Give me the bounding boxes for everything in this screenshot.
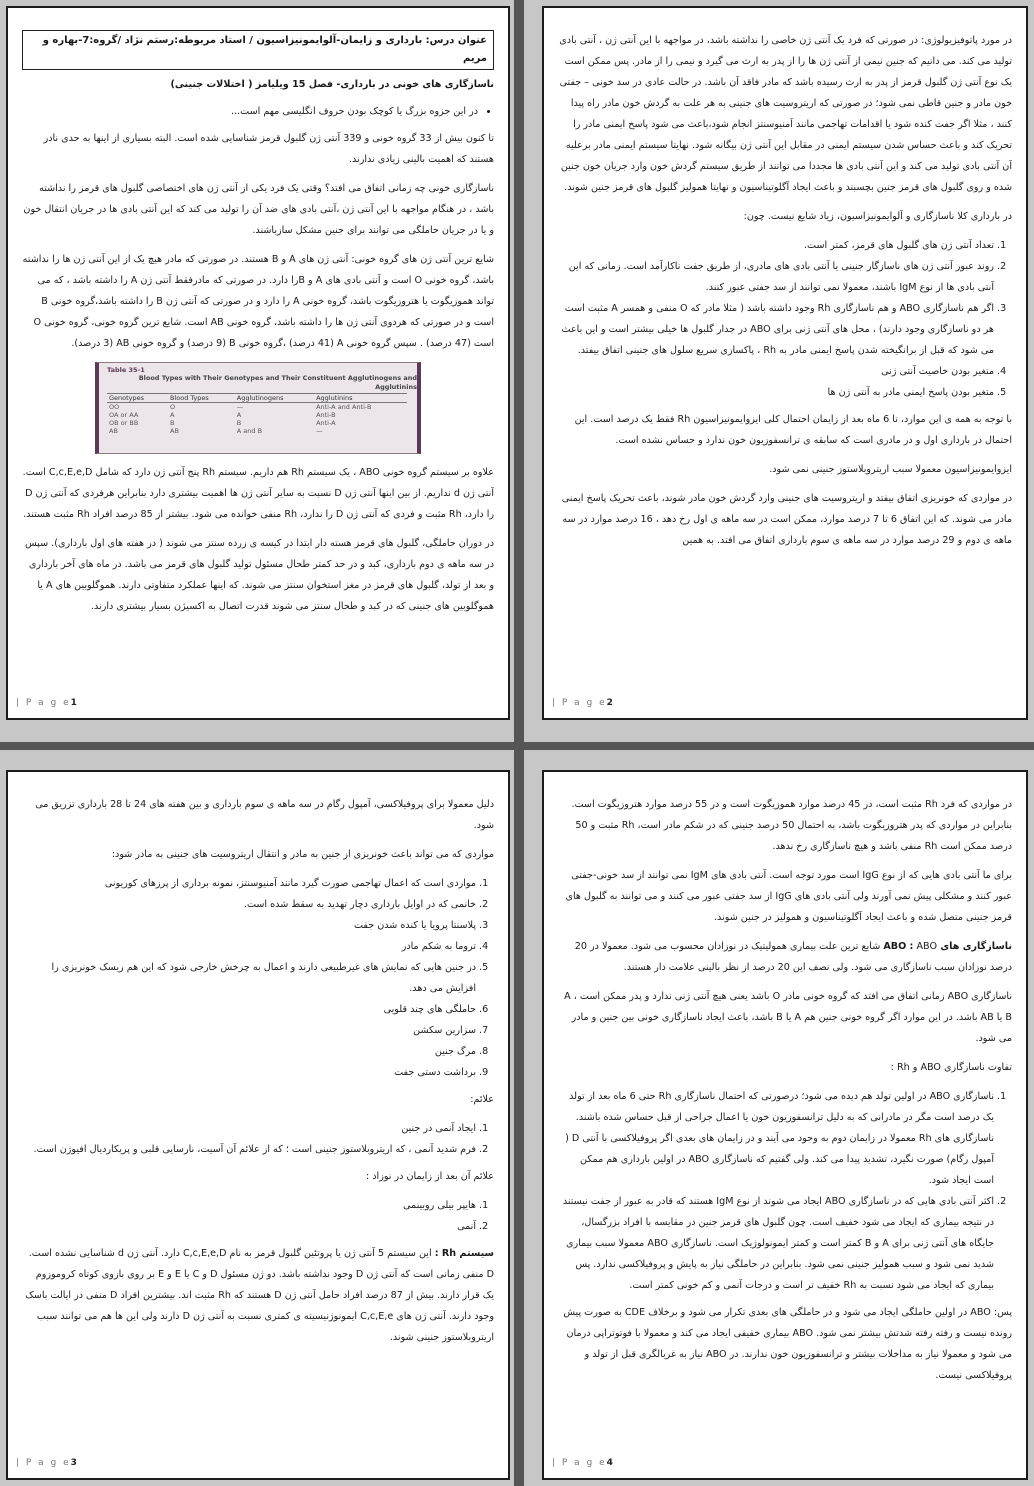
list-item: 4. تروما به شکم مادر — [22, 936, 476, 957]
page-number: 1 — [70, 698, 77, 708]
table-cell: O — [170, 403, 176, 411]
page-footer — [16, 698, 77, 708]
page-footer — [552, 1458, 613, 1468]
table-cell: Anti-A — [316, 419, 336, 427]
list-item: 1. تعداد آنتی ژن های گلبول های قرمز، کمتر است. — [558, 235, 994, 256]
page-3 — [6, 770, 510, 1480]
list-item: 4. متغیر بودن خاصیت آنتی ژنی — [558, 361, 994, 382]
list-item: 5. در جنین هایی که نمایش های غیرطبیعی دارند و اعمال به چرخش خارجی شود که این هم ریسک خونریزی را افزایش می دهد. — [22, 957, 476, 999]
list-item: 1. ناسازگاری ABO در اولین تولد هم دیده می شود؛ درصورتی که احتمال ناسازگاری Rh حتی 6 ماه بعد از تولد یک درصد است مگر در مادرانی که به دلیل ترانسفوزیون خون یا اعمال جراحی از قبل حساس شده باشند. ناسازگاری های Rh معمولا در زایمان دوم به وجود می آیند و در زایمان های بعدی اگر پروفیلاکسی با آنتی D ( آمپول رگام) صورت نگیرد، تشدید پیدا می کند. ولی گفتیم که ناسازگاری ABO در اولین بارداری هم ممکن است ایجاد شود. — [558, 1086, 994, 1191]
paragraph: شایع ترین آنتی ژن های گروه خونی: آنتی ژن های A و B هستند. در صورتی که مادر هیچ یک از این آنتی ژن ها را نداشته باشد، گروه خونی O است و آنتی بادی های A و Bرا دارد. در صورتی که مادرفقط آنتی ژن A را داشته باشد ، که می تواند هموزیگوت یا هتروزیگوت باشد، گروه خونی A را دارد و در صورتی که آنتی ژن B را داشته باشد،گروه خونی B است و در صورتی که هردوی آنتی ژن ها را داشته باشد، گروه خونی AB است. شایع ترین گروه خونی، گروه خونی O است (47 درصد) . سپس گروه خونی A (41 درصد) ،گروه خونی B (9 درصد) و گروه خونی AB (3 درصد). — [22, 254, 494, 349]
signs-list — [22, 1118, 494, 1160]
rh-text: این سیستم 5 آنتی ژن یا پروتئین گلبول قرمز به نام C,c,E,e,D دارد. آنتی ژن d شناسایی نشده است. D منفی زمانی است که آنتی ژن D وجود نداشته باشد. دو ژن مسئول D و C یا E و E بر روی بازوی کوتاه کروموزوم یک قرار دارند. بیش از 87 درصد افراد حامل آنتی ژن D هستند که Rh مثبت اند. بیشترین افراد D منفی در ایالت باسک وجود دارند. آنتی ژن های C,c,E,e ایمونوژنیسیته ی کمتری نسبت به آنتی ژن D دارند ولی این ها هم می توانند سبب اریتروبلاستوز جنینی شوند. — [25, 1248, 494, 1343]
numbered-list — [558, 1086, 1012, 1296]
paragraph: علاوه بر سیستم گروه خونی ABO ، یک سیستم Rh هم داریم. سیستم Rh پنج آنتی ژن دارد که شامل C,c,E,e,D است. آنتی ژن d نداریم. از بین اینها آنتی ژن D نسبت به سایر آنتی ژن ها اهمیت بیشتری دارد بنابراین هرفردی که آنتی ژن D را دارد، Rh مثبت و فردی که آنتی ژن D را ندارد، Rh منفی خوانده می شود. بیشتر از 85 درصد افراد Rh مثبت هستند. — [22, 467, 494, 520]
list-item: 2. اکثر آنتی بادی هایی که در ناسازگاری ABO ایجاد می شوند از نوع IgM هستند که قادر به عبور از جفت نیستند در نتیجه بیماری که ایجاد می شود خفیف است. چون گلبول های قرمز جنین در مقایسه با افراد بزرگسال، جایگاه های آنتی ژنی برای A و B کمتر است و کمتر ایمونولوژیک است. ناسازگاری ABO معمولا سبب بیماری شدید نمی شود و سبب همولیز جنینی نمی شود. بنابراین در حاملگی نیاز به پایش و پروفیلاکسی ندارد. پس بیماری که ایجاد می شود نسبت به Rh خفیف تر است و درجات آنمی و کم خونی کمتر است. — [558, 1191, 994, 1296]
page-footer — [16, 1458, 77, 1468]
table-cell: AB — [109, 427, 118, 435]
list-item: 8. مرگ جنین — [22, 1041, 476, 1062]
paragraph: تا کنون بیش از 33 گروه خونی و 339 آنتی ژن گلبول قرمز شناسایی شده است. البته بسیاری از اینها به حدی نادر هستند که اهمیت بالینی زیادی ندارند. — [43, 133, 494, 165]
page-number: 3 — [70, 1458, 77, 1468]
chapter-subtitle: ناسازگاری های خونی در بارداری- فصل 15 ویلیامز ( اختلالات جنینی) — [170, 79, 494, 90]
page-1 — [6, 6, 510, 720]
table-cell: OB or BB — [109, 419, 139, 427]
list-item: 1. ایجاد آنمی در جنین — [22, 1118, 476, 1139]
paragraph: در دوران حاملگی، گلبول های قرمز هسته دار ابتدا در کیسه ی زرده سنتز می شوند ( در هفته های اول بارداری). سپس در سه ماهه ی دوم بارداری، کبد و در حد کمتر طحال مسئول تولید گلبول های قرمز می باشد. در ماه های آخر بارداری و بعد از تولد، گلبول های قرمز در مغز استخوان سنتز می شوند. که اینها عملکرد متفاوتی دارند. هموگلوبین های A یا هموگلوبین های جنینی که در کبد و طحال سنتز می شوند قدرت اتصال به اکسیژن بسیار بیشتری دارند. — [24, 538, 494, 612]
page-3-content — [22, 794, 494, 1448]
table-row — [107, 427, 407, 435]
list-item: 2. آنمی — [22, 1216, 476, 1237]
paragraph: در بارداری کلا ناسازگاری و آلوایمونیزاسیون، زیاد شایع نیست. چون: — [743, 211, 1012, 222]
paragraph: در مورد پاتوفیزیولوژی: در صورتی که فرد یک آنتی ژن خاصی را نداشته باشد، در مواجهه با این آنتی ژن ، آنتی بادی تولید می کند. می دانیم که جنین نیمی از آنتی ژن ها را از پدر به ارث می گیرد و نیمی را از مادر. پس ممکن است یک نوع آنتی ژن گلبول قرمز از پدر به ارث رسیده باشد که مادر فاقد آن باشد. در حالت عادی در سد خونی – جفتی خون مادر و جنین قاطی نمی شود؛ در صورتی که اریتروسیت های جنینی به هر علت به گردش خون مادر راه پیدا کنند ، مثلا اگر جفت کنده شود یا اقدامات تهاجمی مانند آمنیوسنتز انجام شود،باعث می شود پاسخ ایمنی مادر را تحریک کند و باعث حساس شدن سیستم ایمنی در مقابل این آنتی ژن بیگانه شود. نهایتا سیستم ایمنی مادر برعلیه آن آنتی بادی تولید می کند و این آنتی بادی ها مجددا می توانند از طریق سیستم گردش خون وارد جریان خون جنین شده و روی گلبول های قرمز جنین بچسبند و باعث ایجاد آگلوتیناسیون و نهایتا همولیز گلبول های قرمز جنین شوند. — [559, 35, 1012, 193]
numbered-list — [22, 873, 494, 1083]
table-row — [107, 419, 407, 427]
paragraph: پس: ABO در اولین حاملگی ایجاد می شود و در حاملگی های بعدی تکرار می شود و برخلاف CDE به صورت پیش رونده نیست و رفته رفته شدتش بیشتر نمی شود. ABO بیماری خفیفی ایجاد می کند و معمولا با فوتوتراپی درمان می شود و معمولا نیاز به مداخلات بیشتر و ترانسفوزیون خون ندارند. در ABO نیاز به غربالگری قبل از تولد و پروفیلاکسی نیست. — [563, 1307, 1012, 1381]
page-label: | P a g e — [552, 1458, 607, 1468]
paragraph: ایزوایمونیزاسیون معمولا سبب اریتروبلاستوز جنینی نمی شود. — [769, 464, 1012, 475]
table-header: Agglutinogens — [235, 394, 314, 403]
abo-text: ABO شایع ترین علت بیماری همولیتیک در نوزادان محسوب می شود. معمولا در 20 درصد نوزادان سبب ناسازگاری می شود. ولی نصف این 20 درصد از نظر بالینی علامت دار هستند. — [574, 941, 1012, 973]
table-cell: Anti-B — [316, 411, 336, 419]
note-list — [22, 101, 494, 122]
paragraph — [558, 936, 1012, 978]
blood-type-table — [107, 393, 407, 435]
table-figure-caption: Blood Types with Their Genotypes and Their Constituent Agglutinogens and Agglutinins — [138, 374, 417, 391]
page-label: | P a g e — [16, 1458, 71, 1468]
list-item: 2. روند عبور آنتی ژن های ناسازگار جنینی یا آنتی بادی های مادری، از طریق جفت ناکارآمد است. زمانی که این آنتی بادی ها از نوع IgM باشند، معمولا نمی توانند از سد جفتی عبور کنند. — [558, 256, 994, 298]
table-row — [107, 411, 407, 419]
table-header: Agglutinins — [314, 394, 407, 403]
table-cell: B — [170, 419, 175, 427]
list-item: 9. برداشت دستی جفت — [22, 1062, 476, 1083]
abo-heading: ناسازگاری های ABO : — [883, 941, 1012, 952]
list-item: 7. سزارین سکشن — [22, 1020, 476, 1041]
lecture-title: عنوان درس: بارداری و زایمان-آلوایمونیزاسیون / استاد مربوطه:رستم نژاد /گروه:7-بهاره و مریم — [22, 30, 494, 70]
page-4-content — [558, 794, 1012, 1448]
horizontal-page-separator — [0, 742, 1034, 750]
page-number: 2 — [606, 698, 613, 708]
table-cell: OA or AA — [109, 411, 139, 419]
blood-type-table-image — [95, 362, 421, 454]
table-cell: B — [236, 419, 242, 427]
page-label: | P a g e — [552, 698, 607, 708]
list-item: 3. اگر هم ناسازگاری ABO و هم ناسازگاری Rh وجود داشته باشد ( مثلا مادر که O منفی و همسر A مثبت است هر دو ناسازگاری وجود دارند) ، محل های آنتی ژنی برای ABO در جدار گلبول ها خیلی بیشتر است و این باعث می شود که قبل از برانگیخته شدن پاسخ ایمنی مادر به Rh ، پاکسازی سریع سلول های جنینی اتفاق بیفتد. — [558, 298, 994, 361]
paragraph: ناسازگاری ABO زمانی اتفاق می افتد که گروه خونی مادر O باشد یعنی هیچ آنتی ژنی ندارد و پدر ممکن است A ، B یا AB باشد. در این موارد اگر گروه خونی جنین هم A یا B باشد، باعث ایجاد ناسازگاری خونی بین جنین و مادر می شود. — [564, 991, 1012, 1044]
page-number: 4 — [606, 1458, 613, 1468]
page-label: | P a g e — [16, 698, 71, 708]
table-cell: — — [316, 427, 323, 435]
list-item: 1. هایپر بیلی روبینمی — [22, 1195, 476, 1216]
table-row — [107, 403, 407, 412]
signs-heading: علائم: — [470, 1094, 494, 1105]
table-header: Genotypes — [107, 394, 168, 403]
paragraph: دلیل معمولا برای پروفیلاکسی، آمپول رگام در سه ماهه ی سوم بارداری و بین هفته های 24 تا 28 بارداری تزریق می شود. — [35, 799, 494, 831]
list-item: 2. خانمی که در اوایل بارداری دچار تهدید به سقط شده است. — [22, 894, 476, 915]
differences-heading: تفاوت ناسازگاری ABO و Rh : — [890, 1062, 1012, 1073]
paragraph: ناسازگاری خونی چه زمانی اتفاق می افتد؟ وقتی یک فرد یکی از آنتی ژن های اختصاصی گلبول های قرمز را نداشته باشد ، در هنگام مواجهه با این آنتی ژن ،آنتی بادی های ضد آن را تولید می کند که این آنتی بادی ها در جریان انتقال خون و یا در جریان حاملگی می توانند برای جنین مشکل سازباشند. — [23, 183, 494, 236]
table-cell: — — [236, 403, 244, 411]
page-2-content — [558, 30, 1012, 688]
paragraph: مواردی که می تواند باعث خونریزی از جنین به مادر و انتقال اریتروسیت های جنینی به مادر شود: — [111, 849, 494, 860]
paragraph: در مواردی که خونریزی اتفاق بیفتد و اریتروسیت های جنینی وارد گردش خون مادر شوند، باعث تحریک پاسخ ایمنی مادر می شوند. که این اتفاق 6 تا 7 درصد موارد، ممکن است در سه ماهه ی اول رخ دهد ، 16 درصد موارد در سه ماهه ی دوم و 29 درصد موارد در سه ماهه ی سوم بارداری اتفاق می افتد. به همین — [561, 493, 1012, 546]
postnatal-heading: علائم آن بعد از زایمان در نوزاد : — [365, 1171, 494, 1182]
page-2 — [542, 6, 1028, 720]
list-item: 5. متغیر بودن پاسخ ایمنی مادر به آنتی ژن ها — [558, 382, 994, 403]
list-item: 2. فرم شدید آنمی ، که اریتروبلاستوز جنینی است ؛ که از علائم آن آسیت، نارسایی قلبی و پریکاردیال افیوژن است. — [22, 1139, 476, 1160]
table-header: Blood Types — [168, 394, 235, 403]
table-cell: AB — [170, 427, 179, 435]
paragraph — [22, 1243, 494, 1348]
paragraph: برای ما آنتی بادی هایی که از نوع IgG است مورد توجه است. آنتی بادی های IgM نمی توانند از سد خونی-جفتی عبور کنند و مشکلی پیش نمی آورند ولی آنتی بادی های IgG از سد جفتی عبور می کنند و می توانند به گلبول های قرمز جنینی متصل شده و باعث ایجاد آگلوتیناسیون و همولیز در جنین شوند. — [565, 870, 1012, 923]
table-cell: OO — [109, 403, 120, 411]
paragraph: در مواردی که فرد Rh مثبت است، در 45 درصد موارد هموزیگوت است و در 55 درصد موارد هتروزیگوت است. بنابراین در مواردی که پدر هتروزیگوت باشد، به احتمال 50 درصد جنینی که در شکم مادر است، Rh مثبت و 50 درصد ممکن است Rh منفی باشد و هیچ ناسازگاری رخ ندهد. — [571, 799, 1012, 852]
table-cell: Anti-A and Anti-B — [316, 403, 372, 411]
list-item: 3. پلاسنتا پرویا یا کنده شدن جفت — [22, 915, 476, 936]
page-footer — [552, 698, 613, 708]
page-4 — [542, 770, 1028, 1480]
postnatal-list — [22, 1195, 494, 1237]
note-bullet: • در این جزوه بزرگ یا کوچک بودن حروف انگلیسی مهم است... — [22, 101, 478, 122]
list-item: 1. مواردی است که اعمال تهاجمی صورت گیرد مانند آمنیوسنتز، نمونه برداری از پرزهای کوریونی — [22, 873, 476, 894]
list-item: 6. حاملگی های چند قلویی — [22, 999, 476, 1020]
table-cell: A — [170, 411, 175, 419]
table-figure-title: Table 35-1 — [107, 366, 145, 374]
table-cell: A — [236, 411, 242, 419]
paragraph: با توجه به همه ی این موارد، تا 6 ماه بعد از زایمان احتمال کلی ایزوایمونیزاسیون Rh فقط یک درصد است. این احتمال در بارداری اول و در مادری است که سابقه ی ترانسفوزیون خون ندارد و حساس نشده است. — [574, 414, 1012, 446]
rh-heading: سیستم Rh : — [434, 1248, 494, 1259]
page-1-content — [22, 30, 494, 688]
table-cell: A and B — [236, 427, 263, 435]
numbered-list — [558, 235, 1012, 403]
